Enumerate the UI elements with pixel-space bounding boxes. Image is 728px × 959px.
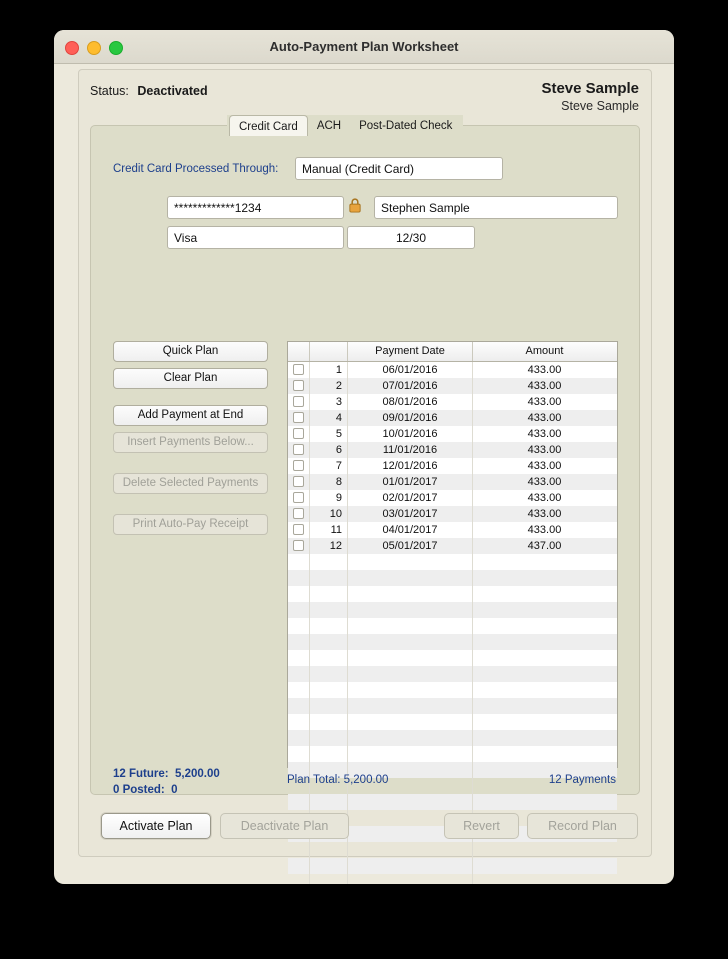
row-amount-placeholder — [473, 586, 616, 602]
status-value: Deactivated — [137, 84, 208, 98]
card-holder-field[interactable]: Stephen Sample — [374, 196, 618, 219]
row-amount-placeholder — [473, 794, 616, 810]
table-row-empty[interactable] — [288, 698, 617, 714]
row-amount[interactable]: 433.00 — [527, 412, 562, 424]
row-date-placeholder — [348, 730, 473, 746]
row-select-checkbox[interactable] — [288, 458, 310, 474]
table-row-empty[interactable] — [288, 794, 617, 810]
record-plan-button[interactable]: Record Plan — [527, 813, 638, 839]
row-select-checkbox[interactable] — [288, 362, 310, 378]
row-select-placeholder — [288, 682, 310, 698]
payment-method-tabs[interactable] — [227, 115, 463, 136]
row-payment-date[interactable]: 10/01/2016 — [348, 426, 473, 442]
table-row[interactable] — [288, 538, 617, 554]
row-select-checkbox[interactable] — [288, 522, 310, 538]
future-summary — [113, 768, 220, 780]
row-select-placeholder — [288, 730, 310, 746]
row-date-placeholder — [348, 858, 473, 874]
row-number: 7 — [310, 458, 348, 474]
grid-totals — [287, 774, 616, 786]
row-amount-placeholder — [473, 634, 616, 650]
table-row-empty[interactable] — [288, 586, 617, 602]
row-number-placeholder — [310, 554, 348, 570]
row-number: 8 — [310, 474, 348, 490]
tab-ach[interactable]: ACH — [316, 120, 342, 132]
row-select-placeholder — [288, 842, 310, 858]
row-number: 4 — [310, 410, 348, 426]
row-number-placeholder — [310, 746, 348, 762]
window-controls[interactable] — [65, 41, 123, 55]
row-number-placeholder — [310, 842, 348, 858]
app-window — [54, 30, 674, 884]
table-row-empty[interactable] — [288, 554, 617, 570]
row-select-placeholder — [288, 666, 310, 682]
minimize-button-icon[interactable] — [87, 41, 101, 55]
table-row-empty[interactable] — [288, 634, 617, 650]
payments-grid-header — [288, 342, 617, 362]
row-number-placeholder — [310, 794, 348, 810]
row-date-placeholder — [348, 634, 473, 650]
row-payment-date[interactable]: 11/01/2016 — [348, 442, 473, 458]
row-number: 2 — [310, 378, 348, 394]
row-amount-placeholder — [473, 602, 616, 618]
row-payment-date[interactable]: 02/01/2017 — [348, 490, 473, 506]
row-date-placeholder — [348, 746, 473, 762]
table-row-empty[interactable] — [288, 714, 617, 730]
row-select-checkbox[interactable] — [288, 410, 310, 426]
row-number-placeholder — [310, 874, 348, 884]
card-expiry-field[interactable]: 12/30 — [347, 226, 475, 249]
row-select-checkbox[interactable] — [288, 538, 310, 554]
row-select-checkbox[interactable] — [288, 394, 310, 410]
row-number-placeholder — [310, 714, 348, 730]
plan-total: Plan Total: 5,200.00 — [287, 774, 389, 786]
card-number-field[interactable]: *************1234 — [167, 196, 344, 219]
deactivate-plan-button[interactable]: Deactivate Plan — [220, 813, 349, 839]
row-amount-placeholder — [473, 650, 616, 666]
table-row[interactable] — [288, 522, 617, 538]
row-amount[interactable]: 433.00 — [527, 476, 562, 488]
posted-summary — [113, 784, 220, 796]
row-number-placeholder — [310, 858, 348, 874]
maximize-button-icon[interactable] — [109, 41, 123, 55]
row-payment-date[interactable]: 04/01/2017 — [348, 522, 473, 538]
row-amount[interactable]: 437.00 — [527, 540, 562, 552]
row-payment-date[interactable]: 03/01/2017 — [348, 506, 473, 522]
row-amount-placeholder — [473, 858, 616, 874]
row-select-placeholder — [288, 746, 310, 762]
row-select-placeholder — [288, 874, 310, 884]
row-amount-placeholder — [473, 842, 616, 858]
row-select-checkbox[interactable] — [288, 378, 310, 394]
table-row[interactable] — [288, 458, 617, 474]
row-amount-placeholder — [473, 698, 616, 714]
row-date-placeholder — [348, 698, 473, 714]
customer-name: Steve Sample — [541, 80, 639, 97]
row-date-placeholder — [348, 666, 473, 682]
row-select-checkbox[interactable] — [288, 442, 310, 458]
table-row[interactable] — [288, 506, 617, 522]
column-header-amount: Amount — [525, 345, 564, 357]
row-select-checkbox[interactable] — [288, 474, 310, 490]
row-amount-placeholder — [473, 714, 616, 730]
row-number-placeholder — [310, 586, 348, 602]
table-row[interactable] — [288, 410, 617, 426]
quick-plan-button[interactable]: Quick Plan — [113, 341, 268, 362]
posted-label: 0 Posted: — [113, 784, 165, 796]
table-row-empty[interactable] — [288, 618, 617, 634]
column-header-number — [310, 342, 348, 361]
row-date-placeholder — [348, 602, 473, 618]
row-amount-placeholder — [473, 730, 616, 746]
row-amount-placeholder — [473, 874, 616, 884]
row-number: 6 — [310, 442, 348, 458]
row-amount-placeholder — [473, 682, 616, 698]
row-select-placeholder — [288, 602, 310, 618]
row-number-placeholder — [310, 650, 348, 666]
table-row[interactable] — [288, 362, 617, 378]
column-header-payment-date: Payment Date — [348, 342, 473, 361]
row-amount[interactable]: 433.00 — [527, 380, 562, 392]
row-select-checkbox[interactable] — [288, 490, 310, 506]
row-select-placeholder — [288, 634, 310, 650]
close-button-icon[interactable] — [65, 41, 79, 55]
row-amount-placeholder — [473, 570, 616, 586]
delete-selected-payments-button[interactable]: Delete Selected Payments — [113, 473, 268, 494]
row-select-placeholder — [288, 586, 310, 602]
row-select-placeholder — [288, 698, 310, 714]
row-amount-placeholder — [473, 666, 616, 682]
payments-grid[interactable] — [287, 341, 618, 768]
row-amount[interactable]: 433.00 — [527, 492, 562, 504]
payment-method-panel — [90, 120, 640, 796]
table-row-empty[interactable] — [288, 570, 617, 586]
future-label: 12 Future: — [113, 768, 169, 780]
status-row — [90, 84, 208, 98]
customer-block — [541, 80, 639, 113]
row-number-placeholder — [310, 618, 348, 634]
processed-through-label: Credit Card Processed Through: — [113, 163, 279, 175]
row-number: 3 — [310, 394, 348, 410]
tab-credit-card[interactable]: Credit Card — [229, 115, 308, 136]
table-row-empty[interactable] — [288, 746, 617, 762]
row-select-placeholder — [288, 794, 310, 810]
future-value: 5,200.00 — [174, 768, 220, 780]
row-date-placeholder — [348, 586, 473, 602]
table-row[interactable] — [288, 490, 617, 506]
row-date-placeholder — [348, 618, 473, 634]
row-amount-placeholder — [473, 554, 616, 570]
add-payment-at-end-button[interactable]: Add Payment at End — [113, 405, 268, 426]
row-select-placeholder — [288, 714, 310, 730]
payments-grid-body[interactable] — [288, 362, 617, 884]
row-number-placeholder — [310, 682, 348, 698]
table-row-empty[interactable] — [288, 602, 617, 618]
row-date-placeholder — [348, 794, 473, 810]
window-title: Auto-Payment Plan Worksheet — [269, 39, 459, 54]
row-number-placeholder — [310, 698, 348, 714]
row-number-placeholder — [310, 730, 348, 746]
lock-icon — [348, 198, 362, 213]
row-payment-date[interactable]: 12/01/2016 — [348, 458, 473, 474]
posted-value: 0 — [171, 784, 178, 796]
table-row-empty[interactable] — [288, 650, 617, 666]
row-amount[interactable]: 433.00 — [527, 460, 562, 472]
payment-count: 12 Payments — [548, 774, 616, 786]
print-auto-pay-receipt-button[interactable]: Print Auto-Pay Receipt — [113, 514, 268, 535]
row-number-placeholder — [310, 666, 348, 682]
row-select-placeholder — [288, 554, 310, 570]
row-date-placeholder — [348, 874, 473, 884]
row-date-placeholder — [348, 714, 473, 730]
insert-payments-below-button[interactable]: Insert Payments Below... — [113, 432, 268, 453]
row-payment-date[interactable]: 01/01/2017 — [348, 474, 473, 490]
row-payment-date[interactable]: 07/01/2016 — [348, 378, 473, 394]
tab-post-dated-check[interactable]: Post-Dated Check — [359, 120, 453, 132]
row-amount[interactable]: 433.00 — [527, 396, 562, 408]
row-number: 5 — [310, 426, 348, 442]
row-select-checkbox[interactable] — [288, 426, 310, 442]
table-row-empty[interactable] — [288, 666, 617, 682]
row-payment-date[interactable]: 09/01/2016 — [348, 410, 473, 426]
row-number-placeholder — [310, 570, 348, 586]
table-row[interactable] — [288, 442, 617, 458]
customer-subname: Steve Sample — [561, 99, 639, 113]
row-select-placeholder — [288, 858, 310, 874]
row-amount-placeholder — [473, 746, 616, 762]
row-date-placeholder — [348, 570, 473, 586]
table-row-empty[interactable] — [288, 858, 617, 874]
row-select-placeholder — [288, 570, 310, 586]
activate-plan-button[interactable]: Activate Plan — [101, 813, 211, 839]
row-select-placeholder — [288, 618, 310, 634]
clear-plan-button[interactable]: Clear Plan — [113, 368, 268, 389]
row-amount[interactable]: 433.00 — [527, 444, 562, 456]
table-row[interactable] — [288, 426, 617, 442]
table-row-empty[interactable] — [288, 682, 617, 698]
row-select-checkbox[interactable] — [288, 506, 310, 522]
table-row[interactable] — [288, 394, 617, 410]
row-date-placeholder — [348, 682, 473, 698]
row-date-placeholder — [348, 842, 473, 858]
table-row[interactable] — [288, 378, 617, 394]
card-type-field[interactable]: Visa — [167, 226, 344, 249]
title-bar — [54, 30, 674, 64]
worksheet-content — [78, 69, 652, 857]
row-amount[interactable]: 433.00 — [527, 364, 562, 376]
plan-summary — [113, 768, 220, 800]
table-row-empty[interactable] — [288, 842, 617, 858]
row-number: 9 — [310, 490, 348, 506]
row-amount[interactable]: 433.00 — [527, 524, 562, 536]
table-row-empty[interactable] — [288, 730, 617, 746]
row-amount[interactable]: 433.00 — [527, 428, 562, 440]
row-payment-date[interactable]: 06/01/2016 — [348, 362, 473, 378]
row-number: 11 — [310, 522, 348, 538]
processed-through-select[interactable]: Manual (Credit Card) — [295, 157, 503, 180]
row-number-placeholder — [310, 602, 348, 618]
row-amount-placeholder — [473, 618, 616, 634]
column-header-select — [288, 342, 310, 361]
table-row[interactable] — [288, 474, 617, 490]
table-row-empty[interactable] — [288, 874, 617, 884]
revert-button[interactable]: Revert — [444, 813, 519, 839]
row-date-placeholder — [348, 554, 473, 570]
row-number: 10 — [310, 506, 348, 522]
status-label: Status: — [90, 84, 129, 98]
row-number: 12 — [310, 538, 348, 554]
row-select-placeholder — [288, 650, 310, 666]
row-payment-date[interactable]: 08/01/2016 — [348, 394, 473, 410]
row-payment-date[interactable]: 05/01/2017 — [348, 538, 473, 554]
row-number-placeholder — [310, 634, 348, 650]
row-number: 1 — [310, 362, 348, 378]
row-date-placeholder — [348, 650, 473, 666]
row-amount[interactable]: 433.00 — [527, 508, 562, 520]
